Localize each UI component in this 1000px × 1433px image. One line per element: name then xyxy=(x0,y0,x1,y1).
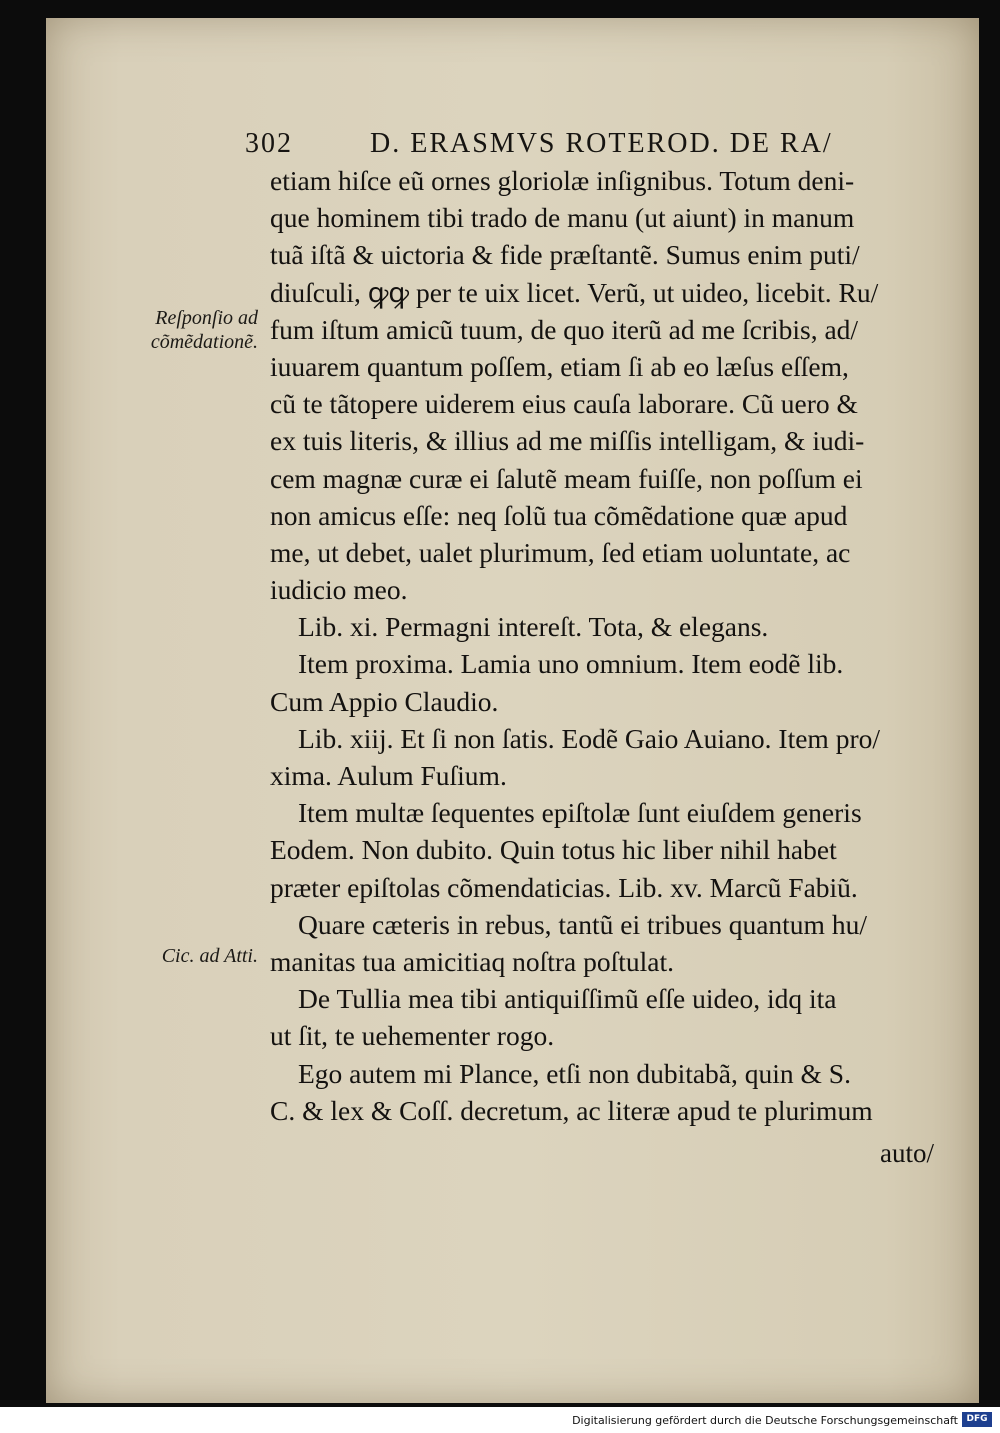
text-line: cũ te tãtopere uiderem eius cauſa laborare. Cũ uero & xyxy=(270,388,858,420)
text-line: xima. Aulum Fuſium. xyxy=(270,760,507,791)
text-line: De Tullia mea tibi antiquiſſimũ eſſe uideo, idq ita xyxy=(298,983,837,1015)
marginal-note-cic-ad-atti: Cic. ad Atti. xyxy=(161,945,258,967)
text-line: etiam hiſce eũ ornes gloriolæ inſignibus. Totum deni- xyxy=(270,165,855,196)
text-line: que hominem tibi trado de manu (ut aiunt) in manum xyxy=(270,202,855,234)
text-line: manitas tua amicitiaq noſtra poſtulat. xyxy=(270,945,674,977)
text-line: iudicio meo. xyxy=(270,574,408,606)
text-line: C. & lex & Coſſ. decretum, ac literæ apud te plurimum xyxy=(270,1094,873,1126)
catchword: auto/ xyxy=(880,1138,934,1168)
footer-credit: Digitalisierung gefördert durch die Deutsche Forschungsgemeinschaft xyxy=(572,1414,958,1427)
text-line: diuſculi, ꝙꝙ per te uix licet. Verũ, ut uideo, licebit. Ru/ xyxy=(270,276,879,308)
running-head: D. ERASMVS ROTEROD. DE RA/ xyxy=(370,128,833,159)
text-line: cem magnæ curæ ei ſalutẽ meam fuiſſe, non poſſum ei xyxy=(270,462,863,494)
page-header xyxy=(245,128,945,164)
text-line: Item proxima. Lamia uno omnium. Item eodẽ lib. xyxy=(298,648,844,680)
main-text-block xyxy=(270,162,955,1129)
text-line: me, ut debet, ualet plurimum, ſed etiam uoluntate, ac xyxy=(270,536,851,568)
text-line: fum iſtum amicũ tuum, de quo iterũ ad me ſcribis, ad/ xyxy=(270,313,859,345)
text-line: Ego autem mi Plance, etſi non dubitabã, quin & S. xyxy=(298,1057,851,1089)
text-line: Quare cæteris in rebus, tantũ ei tribues quantum hu/ xyxy=(298,908,867,940)
marginal-note-responsio: Reſponſio ad cõmẽdationẽ. xyxy=(150,307,258,353)
text-line: Lib. xiij. Et ſi non ſatis. Eodẽ Gaio Auiano. Item pro/ xyxy=(298,722,880,754)
text-line: præter epiſtolas cõmendaticias. Lib. xv. Marcũ Fabiũ. xyxy=(270,871,858,903)
text-line: Lib. xi. Permagni intereſt. Tota, & elegans. xyxy=(298,611,769,643)
digitization-footer xyxy=(0,1407,1000,1433)
text-line: Item multæ ſequentes epiſtolæ ſunt eiuſdem generis xyxy=(298,797,862,829)
text-line: Cum Appio Claudio. xyxy=(270,685,499,717)
text-line: iuuarem quantum poſſem, etiam ſi ab eo læſus eſſem, xyxy=(270,350,849,382)
text-line: ut ſit, te uehementer rogo. xyxy=(270,1020,555,1052)
text-line: Eodem. Non dubito. Quin totus hic liber nihil habet xyxy=(270,834,837,866)
dfg-logo: DFG xyxy=(962,1412,992,1427)
page-number: 302 xyxy=(245,128,293,159)
text-line: ex tuis literis, & illius ad me miſſis intelligam, & iudi- xyxy=(270,425,865,457)
text-line: tuã iſtã & uictoria & fide præſtantẽ. Sumus enim puti/ xyxy=(270,239,860,271)
text-line: non amicus eſſe: neq ſolũ tua cõmẽdatione quæ apud xyxy=(270,499,848,531)
